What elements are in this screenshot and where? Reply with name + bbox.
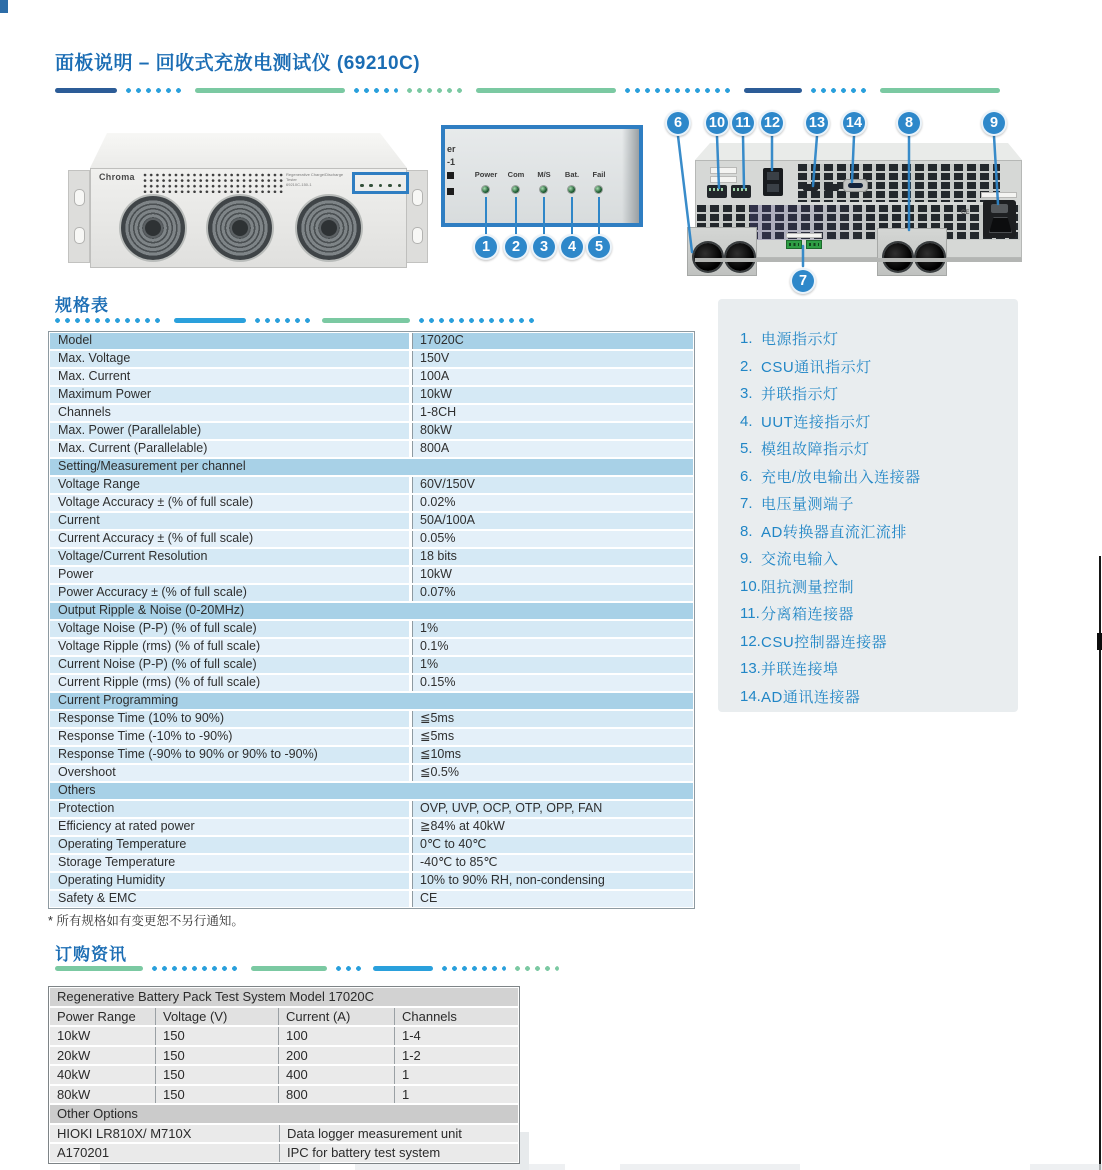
legend-item-label: 电压量测端子	[761, 496, 855, 514]
spec-label: Max. Current	[50, 369, 409, 385]
legend-item-label: 阻抗测量控制	[761, 578, 855, 596]
spec-label: Voltage/Current Resolution	[50, 549, 409, 565]
spec-label: Voltage Accuracy ± (% of full scale)	[50, 495, 409, 511]
legend-item	[740, 435, 1018, 463]
spec-row	[50, 405, 693, 421]
callout-10: 10	[704, 110, 730, 136]
spec-value: 1-8CH	[412, 405, 693, 421]
spec-value: 80kW	[412, 423, 693, 439]
spec-row	[50, 765, 693, 781]
order-table-title-row	[50, 988, 518, 1006]
spec-section-row	[50, 783, 693, 799]
spec-value: 10kW	[412, 567, 693, 583]
fan-2	[208, 196, 272, 260]
callout-14: 14	[841, 110, 867, 136]
spec-value: 0.15%	[412, 675, 693, 691]
bottom-artifact-2	[355, 1164, 565, 1170]
front-panel-top-face	[90, 133, 407, 168]
legend-item-number: 7.	[740, 495, 753, 513]
spec-value: OVP, UVP, OCP, OTP, OPP, FAN	[412, 801, 693, 817]
legend-item-number: 2.	[740, 357, 753, 375]
order-divider	[55, 966, 535, 971]
bottom-artifact-4	[1030, 1164, 1102, 1170]
spec-row	[50, 477, 693, 493]
front-led-indicator-box	[352, 172, 409, 194]
legend-item-number: 12.	[740, 632, 761, 650]
spec-section-row	[50, 459, 693, 475]
spec-row	[50, 423, 693, 439]
order-table-row	[50, 1066, 518, 1084]
spec-section-row	[50, 693, 693, 709]
callout-line	[485, 197, 488, 236]
spec-row	[50, 639, 693, 655]
order-section-title: 订购资讯	[55, 945, 127, 964]
led-bat	[568, 186, 575, 193]
spec-value: -40℃ to 85℃	[412, 855, 693, 871]
spec-value: ≦0.5%	[412, 765, 693, 781]
spec-row	[50, 621, 693, 637]
front-model-label: Regenerative Charge/Discharge Tester 69210C-150-1	[286, 172, 344, 187]
legend-item-number: 13.	[740, 660, 761, 678]
spec-row	[50, 675, 693, 691]
spec-value: ≦10ms	[412, 747, 693, 763]
spec-value: 17020C	[412, 333, 693, 349]
order-option-row	[50, 1125, 518, 1143]
order-table-row	[50, 1027, 518, 1045]
order-cell: 1-4	[394, 1027, 518, 1045]
indicator-partial-text-top: er	[447, 144, 456, 154]
spec-label: Current	[50, 513, 409, 529]
spec-row	[50, 495, 693, 511]
legend-item-label: AD通讯连接器	[761, 688, 861, 706]
led-com	[512, 186, 519, 193]
spec-label: Safety & EMC	[50, 891, 409, 907]
legend-item-number: 6.	[740, 467, 753, 485]
order-cell: 80kW	[50, 1086, 155, 1104]
legend-item	[740, 380, 1018, 408]
spec-label: Protection	[50, 801, 409, 817]
spec-label: Setting/Measurement per channel	[50, 459, 693, 475]
led-label-com: Com	[507, 170, 525, 179]
spec-label: Operating Humidity	[50, 873, 409, 889]
legend-item-number: 10.	[740, 577, 761, 595]
spec-value: 50A/100A	[412, 513, 693, 529]
spec-row	[50, 837, 693, 853]
spec-label: Current Noise (P-P) (% of full scale)	[50, 657, 409, 673]
order-option-desc: IPC for battery test system	[279, 1144, 518, 1162]
order-cell: 10kW	[50, 1027, 155, 1045]
spec-label: Others	[50, 783, 693, 799]
spec-label: Voltage Range	[50, 477, 409, 493]
order-col-header: Power Range	[50, 1008, 155, 1026]
order-cell: 150	[155, 1047, 278, 1065]
spec-label: Storage Temperature	[50, 855, 409, 871]
spec-row	[50, 819, 693, 835]
legend-item-number: 5.	[740, 440, 753, 458]
order-cell: 40kW	[50, 1066, 155, 1084]
spec-label: Power	[50, 567, 409, 583]
callout-1: 1	[473, 234, 499, 260]
spec-label: Efficiency at rated power	[50, 819, 409, 835]
order-cell: 400	[278, 1066, 394, 1084]
legend-item-label: 分离箱连接器	[761, 606, 855, 624]
order-option-row	[50, 1144, 518, 1162]
led-label-fail: Fail	[592, 170, 606, 179]
spec-value: CE	[412, 891, 693, 907]
spec-row	[50, 747, 693, 763]
legend-item	[740, 408, 1018, 436]
spec-section-row	[50, 603, 693, 619]
legend-item-number: 9.	[740, 550, 753, 568]
callout-6: 6	[665, 110, 691, 136]
legend-item	[740, 518, 1018, 546]
callout-3: 3	[531, 234, 557, 260]
order-table-row	[50, 1047, 518, 1065]
fan-1	[121, 196, 185, 260]
order-option-desc: Data logger measurement unit	[279, 1125, 518, 1143]
spec-row	[50, 513, 693, 529]
callout-line	[515, 197, 518, 236]
legend-item	[740, 628, 1018, 656]
legend-panel	[718, 299, 1018, 712]
legend-item-number: 8.	[740, 522, 753, 540]
page-edge-blob	[1097, 633, 1102, 650]
spec-value: 0.02%	[412, 495, 693, 511]
order-table-header-row	[50, 1008, 518, 1026]
spec-row	[50, 891, 693, 907]
callout-13: 13	[804, 110, 830, 136]
front-rack-ear-right	[406, 170, 428, 263]
spec-row	[50, 387, 693, 403]
spec-table	[48, 331, 695, 909]
spec-row	[50, 531, 693, 547]
order-table	[48, 986, 520, 1164]
callout-4: 4	[559, 234, 585, 260]
spec-section-title: 规格表	[55, 296, 109, 315]
spec-label: Response Time (-10% to -90%)	[50, 729, 409, 745]
legend-item-label: 模组故障指示灯	[761, 441, 870, 459]
spec-label: Maximum Power	[50, 387, 409, 403]
spec-section-row	[50, 333, 693, 349]
callout-9: 9	[981, 110, 1007, 136]
callout-7: 7	[790, 268, 816, 294]
spec-row	[50, 801, 693, 817]
legend-item-label: 交流电输入	[761, 551, 839, 569]
spec-label: Max. Power (Parallelable)	[50, 423, 409, 439]
spec-label: Model	[50, 333, 409, 349]
page-corner-mark	[0, 0, 8, 13]
order-col-header: Current (A)	[278, 1008, 394, 1026]
legend-item-label: 并联连接埠	[761, 661, 839, 679]
spec-value: ≦5ms	[412, 729, 693, 745]
spec-label: Response Time (10% to 90%)	[50, 711, 409, 727]
order-other-options-label: Other Options	[50, 1105, 518, 1123]
spec-divider	[55, 318, 535, 323]
legend-item-label: CSU通讯指示灯	[761, 358, 872, 376]
led-label-bat: Bat.	[564, 170, 580, 179]
legend-item-label: 并联指示灯	[761, 386, 839, 404]
spec-label: Operating Temperature	[50, 837, 409, 853]
spec-row	[50, 711, 693, 727]
fan-3	[297, 196, 361, 260]
legend-item	[740, 325, 1018, 353]
legend-item-number: 11.	[740, 605, 760, 623]
order-cell: 1	[394, 1086, 518, 1104]
order-option-code: A170201	[50, 1144, 279, 1162]
spec-value: 100A	[412, 369, 693, 385]
spec-value: 0.1%	[412, 639, 693, 655]
title-divider	[55, 88, 1055, 93]
indicator-square-2	[447, 188, 454, 195]
order-cell: 150	[155, 1066, 278, 1084]
spec-row	[50, 873, 693, 889]
spec-value: 0.05%	[412, 531, 693, 547]
order-cell: 200	[278, 1047, 394, 1065]
callout-line	[571, 197, 574, 236]
spec-label: Power Accuracy ± (% of full scale)	[50, 585, 409, 601]
ce-mark: CE	[961, 210, 970, 216]
legend-item-label: 充电/放电输出入连接器	[761, 468, 921, 486]
order-other-options-row	[50, 1105, 518, 1123]
callout-11: 11	[730, 110, 756, 136]
order-cell: 150	[155, 1086, 278, 1104]
spec-value: 0℃ to 40℃	[412, 837, 693, 853]
brand-logo: Chroma	[99, 172, 135, 182]
spec-label: Current Programming	[50, 693, 693, 709]
led-ms	[540, 186, 547, 193]
spec-label: Max. Current (Parallelable)	[50, 441, 409, 457]
spec-label: Response Time (-90% to 90% or 90% to -90%)	[50, 747, 409, 763]
indicator-panel-edge	[622, 129, 639, 223]
spec-label: Voltage Ripple (rms) (% of full scale)	[50, 639, 409, 655]
front-vent-grille	[143, 173, 283, 193]
order-cell: 150	[155, 1027, 278, 1045]
legend-item-label: UUT连接指示灯	[761, 413, 871, 431]
page-title: 面板说明 – 回收式充放电测试仪 (69210C)	[55, 53, 421, 74]
spec-label: Current Ripple (rms) (% of full scale)	[50, 675, 409, 691]
spec-value: 10% to 90% RH, non-condensing	[412, 873, 693, 889]
led-label-ms: M/S	[537, 170, 551, 179]
indicator-partial-text-bottom: -1	[447, 157, 456, 167]
indicator-square-1	[447, 172, 454, 179]
legend-item	[740, 463, 1018, 491]
callout-5: 5	[586, 234, 612, 260]
spec-footnote: * 所有规格如有变更恕不另行通知。	[48, 914, 244, 928]
order-cell: 800	[278, 1086, 394, 1104]
legend-item	[740, 545, 1018, 573]
spec-value: 0.07%	[412, 585, 693, 601]
spec-value: 1%	[412, 657, 693, 673]
bottom-artifact-3	[620, 1164, 800, 1170]
legend-list	[718, 325, 1018, 710]
spec-value: 10kW	[412, 387, 693, 403]
spec-row	[50, 549, 693, 565]
spec-label: Channels	[50, 405, 409, 421]
spec-value: 18 bits	[412, 549, 693, 565]
legend-item	[740, 353, 1018, 381]
spec-value: 60V/150V	[412, 477, 693, 493]
order-option-code: HIOKI LR810X/ M710X	[50, 1125, 279, 1143]
spec-label: Output Ripple & Noise (0-20MHz)	[50, 603, 693, 619]
legend-item	[740, 655, 1018, 683]
spec-value: 1%	[412, 621, 693, 637]
spec-label: Current Accuracy ± (% of full scale)	[50, 531, 409, 547]
order-cell: 1	[394, 1066, 518, 1084]
spec-value: ≧84% at 40kW	[412, 819, 693, 835]
spec-row	[50, 369, 693, 385]
spec-row	[50, 855, 693, 871]
spec-value: 800A	[412, 441, 693, 457]
front-rack-ear-left	[68, 170, 90, 263]
callout-12: 12	[759, 110, 785, 136]
legend-item-number: 4.	[740, 412, 753, 430]
spec-row	[50, 657, 693, 673]
spec-value: 150V	[412, 351, 693, 367]
legend-item-number: 1.	[740, 330, 753, 348]
callout-2: 2	[503, 234, 529, 260]
spec-value: ≦5ms	[412, 711, 693, 727]
spec-row	[50, 585, 693, 601]
legend-item-number: 14.	[740, 687, 761, 705]
spec-row	[50, 351, 693, 367]
order-table-row	[50, 1086, 518, 1104]
order-cell: 100	[278, 1027, 394, 1045]
legend-item-label: CSU控制器连接器	[761, 633, 888, 651]
order-col-header: Voltage (V)	[155, 1008, 278, 1026]
legend-item	[740, 600, 1018, 628]
callout-line	[543, 197, 546, 236]
legend-item-label: AD转换器直流汇流排	[761, 523, 907, 541]
legend-item	[740, 490, 1018, 518]
spec-row	[50, 729, 693, 745]
legend-item	[740, 683, 1018, 711]
spec-label: Max. Voltage	[50, 351, 409, 367]
spec-row	[50, 441, 693, 457]
spec-label: Voltage Noise (P-P) (% of full scale)	[50, 621, 409, 637]
led-fail	[595, 186, 602, 193]
legend-item-label: 电源指示灯	[761, 331, 839, 349]
spec-label: Overshoot	[50, 765, 409, 781]
order-col-header: Channels	[394, 1008, 518, 1026]
legend-item	[740, 573, 1018, 601]
order-table-title: Regenerative Battery Pack Test System Model 17020C	[50, 988, 518, 1006]
order-cell: 20kW	[50, 1047, 155, 1065]
led-label-power: Power	[474, 170, 498, 179]
legend-item-number: 3.	[740, 385, 753, 403]
bottom-artifact-1	[100, 1164, 320, 1170]
callout-line	[598, 197, 601, 236]
led-power	[482, 186, 489, 193]
callout-8: 8	[896, 110, 922, 136]
order-cell: 1-2	[394, 1047, 518, 1065]
spec-row	[50, 567, 693, 583]
